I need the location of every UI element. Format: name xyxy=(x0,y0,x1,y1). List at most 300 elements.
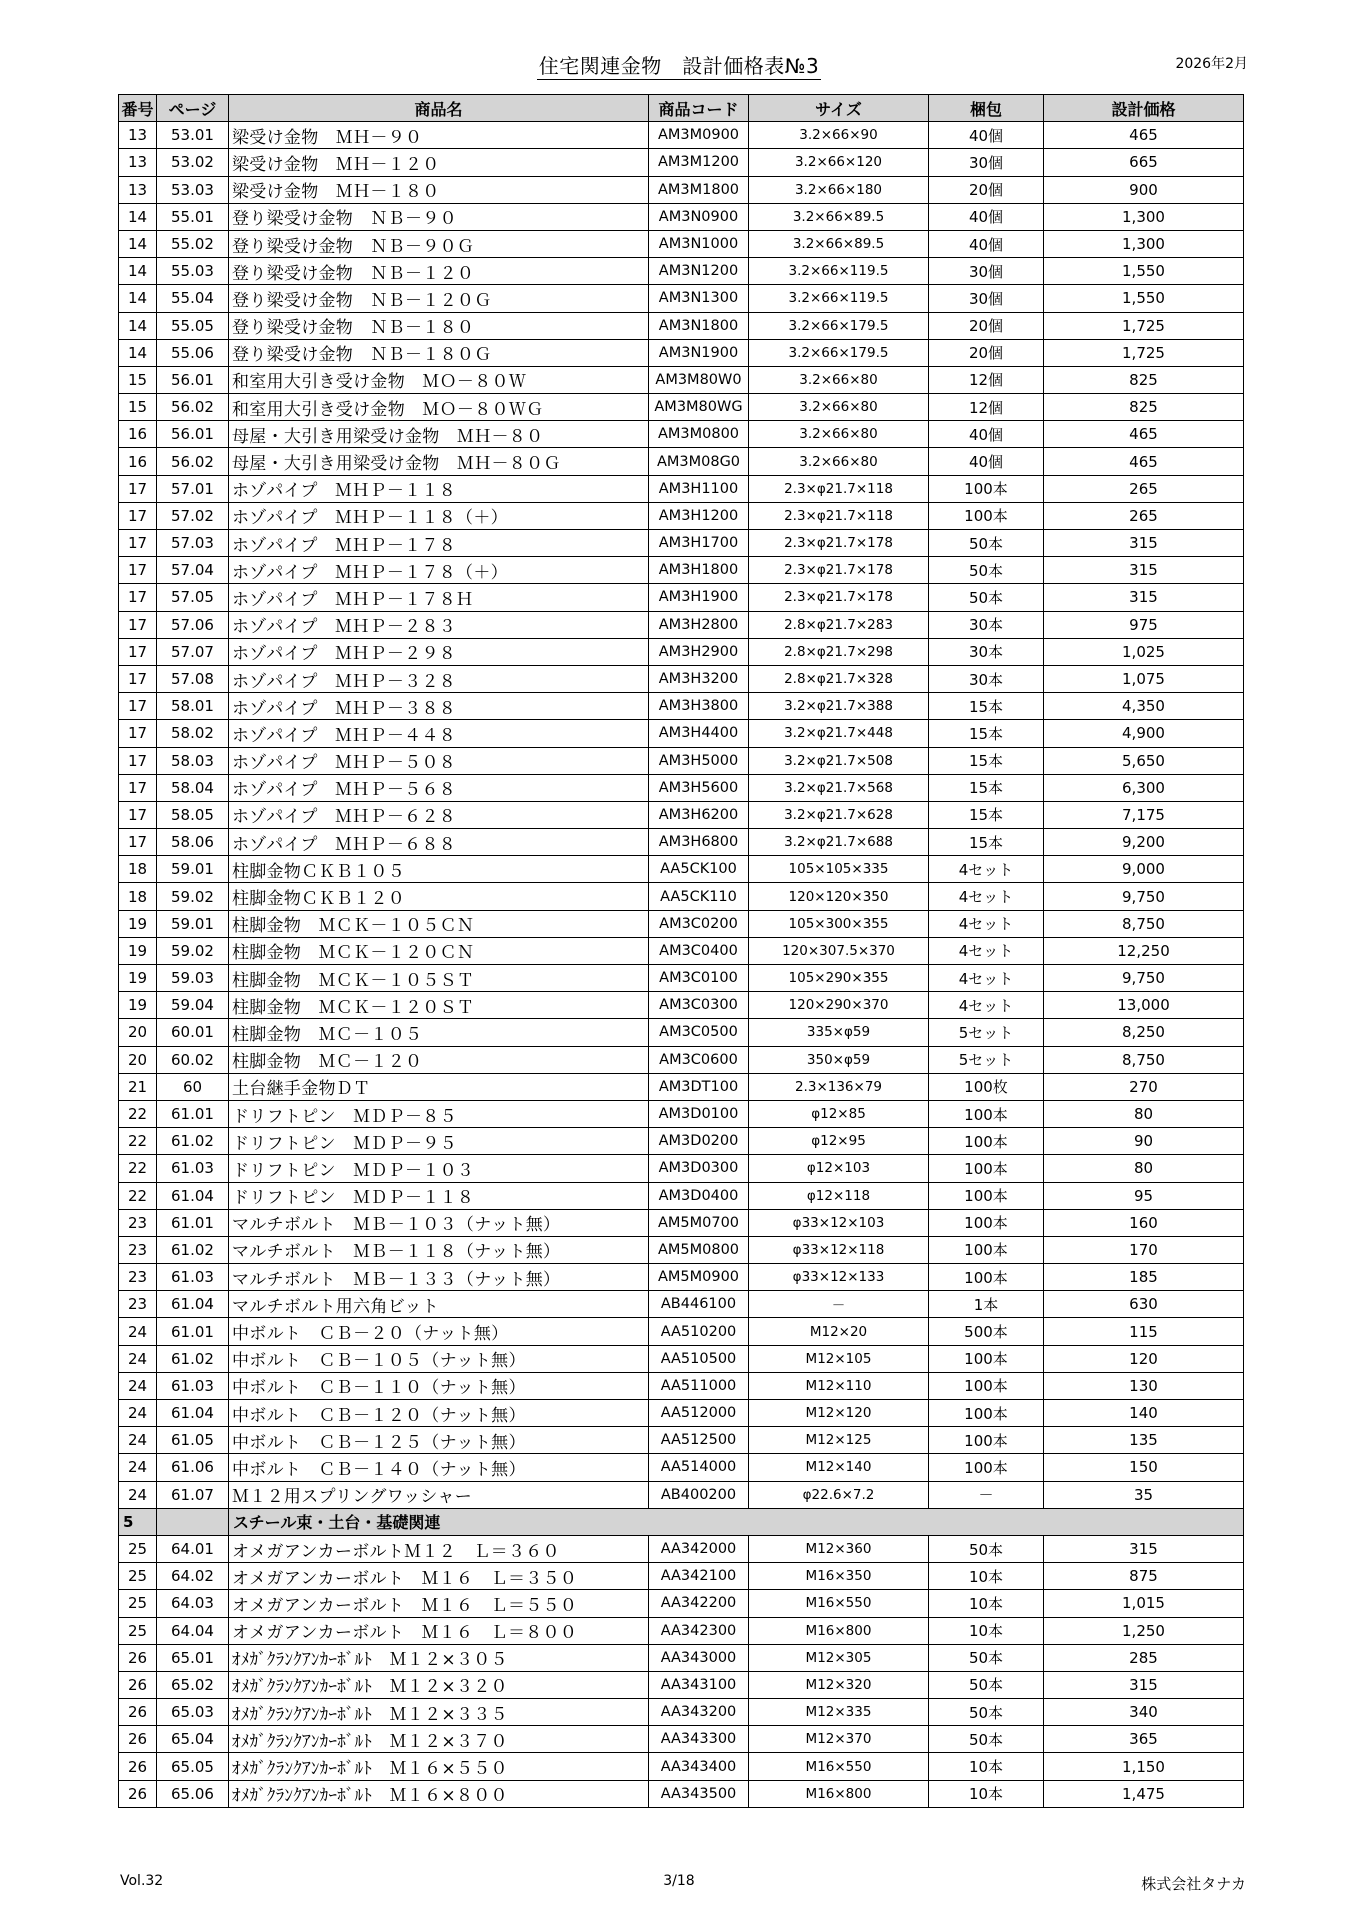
cell-page: 55.01 xyxy=(157,203,229,230)
cell-price: 1,015 xyxy=(1044,1590,1244,1617)
table-row xyxy=(119,1563,1244,1590)
cell-page: 61.01 xyxy=(157,1100,229,1127)
cell-size: 3.2×66×180 xyxy=(749,176,929,203)
cell-product-name: ホゾパイプ ＭＨＰ－１７８（＋） xyxy=(229,557,649,584)
cell-price: 12,250 xyxy=(1044,937,1244,964)
cell-product-name: ホゾパイプ ＭＨＰ－３２８ xyxy=(229,665,649,692)
column-header-packing: 梱包 xyxy=(929,95,1044,122)
table-row xyxy=(119,1291,1244,1318)
cell-page: 55.06 xyxy=(157,339,229,366)
cell-page: 53.03 xyxy=(157,176,229,203)
table-row xyxy=(119,801,1244,828)
cell-packing: 100本 xyxy=(929,1128,1044,1155)
cell-packing: 4セット xyxy=(929,937,1044,964)
cell-number: 23 xyxy=(119,1291,157,1318)
cell-price: 9,750 xyxy=(1044,965,1244,992)
cell-size: M16×350 xyxy=(749,1563,929,1590)
cell-number: 22 xyxy=(119,1100,157,1127)
cell-size: M16×550 xyxy=(749,1590,929,1617)
table-row xyxy=(119,258,1244,285)
cell-packing: 5セット xyxy=(929,1046,1044,1073)
cell-packing: 100本 xyxy=(929,1454,1044,1481)
cell-price: 900 xyxy=(1044,176,1244,203)
cell-price: 140 xyxy=(1044,1400,1244,1427)
cell-price: 315 xyxy=(1044,1535,1244,1562)
cell-product-code: AM3H3200 xyxy=(649,665,749,692)
cell-product-code: AM3H2900 xyxy=(649,638,749,665)
table-row xyxy=(119,1454,1244,1481)
cell-packing: 10本 xyxy=(929,1753,1044,1780)
cell-product-name: ホゾパイプ ＭＨＰ－６２８ xyxy=(229,801,649,828)
cell-number: 19 xyxy=(119,992,157,1019)
column-header-number: 番号 xyxy=(119,95,157,122)
cell-product-code: AM5M0900 xyxy=(649,1264,749,1291)
cell-product-name: 登り梁受け金物 ＮＢ－９０ xyxy=(229,203,649,230)
cell-product-name: 梁受け金物 ＭＨ－１２０ xyxy=(229,149,649,176)
cell-number: 17 xyxy=(119,801,157,828)
cell-page: 57.04 xyxy=(157,557,229,584)
cell-price: 465 xyxy=(1044,421,1244,448)
cell-size: 2.3×136×79 xyxy=(749,1073,929,1100)
cell-price: 1,550 xyxy=(1044,258,1244,285)
cell-product-name: ホゾパイプ ＭＨＰ－５６８ xyxy=(229,774,649,801)
cell-page: 56.02 xyxy=(157,394,229,421)
cell-product-name: ドリフトピン ＭＤＰ－１０３ xyxy=(229,1155,649,1182)
cell-page: 61.07 xyxy=(157,1481,229,1508)
cell-product-code: AA343300 xyxy=(649,1726,749,1753)
cell-price: 875 xyxy=(1044,1563,1244,1590)
price-table-body xyxy=(119,122,1244,1808)
cell-number: 17 xyxy=(119,584,157,611)
table-row xyxy=(119,530,1244,557)
cell-product-name: 柱脚金物 ＭＣＫ－１２０ＳＴ xyxy=(229,992,649,1019)
cell-price: 80 xyxy=(1044,1100,1244,1127)
cell-product-code: AM3N1300 xyxy=(649,285,749,312)
cell-packing: 4セット xyxy=(929,910,1044,937)
section-empty-cell xyxy=(157,1508,229,1535)
cell-size: 2.3×φ21.7×118 xyxy=(749,502,929,529)
cell-number: 17 xyxy=(119,774,157,801)
cell-price: 340 xyxy=(1044,1699,1244,1726)
cell-size: M12×120 xyxy=(749,1400,929,1427)
cell-size: 105×290×355 xyxy=(749,965,929,992)
cell-product-name: オメガアンカーボルト Ｍ１６ Ｌ＝５５０ xyxy=(229,1590,649,1617)
cell-product-code: AM3N1000 xyxy=(649,230,749,257)
cell-page: 56.01 xyxy=(157,421,229,448)
cell-product-name: ドリフトピン ＭＤＰ－１１８ xyxy=(229,1182,649,1209)
cell-page: 57.05 xyxy=(157,584,229,611)
cell-product-name: 柱脚金物 ＭＣ－１０５ xyxy=(229,1019,649,1046)
cell-page: 58.06 xyxy=(157,829,229,856)
table-row xyxy=(119,992,1244,1019)
cell-price: 365 xyxy=(1044,1726,1244,1753)
cell-packing: 15本 xyxy=(929,693,1044,720)
cell-page: 55.04 xyxy=(157,285,229,312)
cell-number: 22 xyxy=(119,1128,157,1155)
cell-page: 53.02 xyxy=(157,149,229,176)
cell-size: φ12×95 xyxy=(749,1128,929,1155)
cell-product-code: AM3N1800 xyxy=(649,312,749,339)
cell-product-code: AA510500 xyxy=(649,1345,749,1372)
cell-product-code: AM3N1900 xyxy=(649,339,749,366)
cell-price: 315 xyxy=(1044,557,1244,584)
cell-product-name: ホゾパイプ ＭＨＰ－２９８ xyxy=(229,638,649,665)
cell-product-name: 登り梁受け金物 ＮＢ－１８０ xyxy=(229,312,649,339)
cell-size: 3.2×66×80 xyxy=(749,421,929,448)
cell-page: 64.03 xyxy=(157,1590,229,1617)
cell-product-name: 母屋・大引き用梁受け金物 ＭＨ－８０ xyxy=(229,421,649,448)
cell-product-name: 登り梁受け金物 ＮＢ－１８０Ｇ xyxy=(229,339,649,366)
cell-price: 265 xyxy=(1044,502,1244,529)
cell-packing: 100本 xyxy=(929,1372,1044,1399)
cell-packing: 30本 xyxy=(929,638,1044,665)
cell-number: 16 xyxy=(119,448,157,475)
table-row xyxy=(119,122,1244,149)
cell-page: 61.01 xyxy=(157,1318,229,1345)
cell-number: 24 xyxy=(119,1454,157,1481)
table-row xyxy=(119,883,1244,910)
cell-number: 17 xyxy=(119,475,157,502)
cell-size: 3.2×φ21.7×388 xyxy=(749,693,929,720)
cell-size: 3.2×66×119.5 xyxy=(749,285,929,312)
cell-product-code: AM3H5000 xyxy=(649,747,749,774)
table-row xyxy=(119,557,1244,584)
cell-price: 465 xyxy=(1044,448,1244,475)
cell-number: 16 xyxy=(119,421,157,448)
cell-page: 59.01 xyxy=(157,856,229,883)
table-row xyxy=(119,1345,1244,1372)
cell-number: 25 xyxy=(119,1563,157,1590)
table-row xyxy=(119,1671,1244,1698)
cell-page: 58.04 xyxy=(157,774,229,801)
cell-size: 2.8×φ21.7×283 xyxy=(749,611,929,638)
cell-product-code: AA343000 xyxy=(649,1644,749,1671)
cell-packing: 1本 xyxy=(929,1291,1044,1318)
cell-product-name: ホゾパイプ ＭＨＰ－１７８ xyxy=(229,530,649,557)
cell-size: M12×320 xyxy=(749,1671,929,1698)
cell-page: 65.03 xyxy=(157,1699,229,1726)
cell-number: 17 xyxy=(119,557,157,584)
cell-packing: 100本 xyxy=(929,502,1044,529)
cell-price: 135 xyxy=(1044,1427,1244,1454)
cell-product-name: ホゾパイプ ＭＨＰ－６８８ xyxy=(229,829,649,856)
cell-price: 265 xyxy=(1044,475,1244,502)
cell-product-code: AM3H1200 xyxy=(649,502,749,529)
cell-number: 17 xyxy=(119,665,157,692)
cell-size: φ33×12×103 xyxy=(749,1209,929,1236)
cell-price: 7,175 xyxy=(1044,801,1244,828)
cell-packing: 100本 xyxy=(929,1345,1044,1372)
cell-page: 56.01 xyxy=(157,366,229,393)
table-row xyxy=(119,965,1244,992)
cell-number: 14 xyxy=(119,230,157,257)
cell-packing: 30個 xyxy=(929,285,1044,312)
document-title-text: 住宅関連金物 設計価格表№3 xyxy=(538,54,820,78)
cell-packing: 4セット xyxy=(929,965,1044,992)
cell-product-code: AM3H4400 xyxy=(649,720,749,747)
cell-price: 825 xyxy=(1044,366,1244,393)
section-header-row xyxy=(119,1508,1244,1535)
cell-price: 315 xyxy=(1044,584,1244,611)
cell-product-code: AM3M0900 xyxy=(649,122,749,149)
cell-size: φ12×103 xyxy=(749,1155,929,1182)
cell-packing: 100本 xyxy=(929,1100,1044,1127)
cell-product-name: 柱脚金物 ＭＣ－１２０ xyxy=(229,1046,649,1073)
cell-number: 14 xyxy=(119,312,157,339)
cell-size: 3.2×φ21.7×448 xyxy=(749,720,929,747)
footer-company-name: 株式会社タナカ xyxy=(1141,1875,1246,1893)
cell-size: 2.3×φ21.7×178 xyxy=(749,530,929,557)
table-row xyxy=(119,1427,1244,1454)
cell-size: 105×300×355 xyxy=(749,910,929,937)
table-row xyxy=(119,1073,1244,1100)
table-row xyxy=(119,1780,1244,1807)
cell-size: 3.2×66×80 xyxy=(749,394,929,421)
cell-product-name: 登り梁受け金物 ＮＢ－１２０ xyxy=(229,258,649,285)
cell-size: 3.2×66×90 xyxy=(749,122,929,149)
cell-product-name: ｵﾒｶﾞｸﾗﾝｸｱﾝｶｰﾎﾞﾙﾄ Ｍ１６×５５０ xyxy=(229,1753,649,1780)
cell-product-code: AM3C0500 xyxy=(649,1019,749,1046)
cell-packing: 100本 xyxy=(929,1264,1044,1291)
cell-number: 17 xyxy=(119,693,157,720)
table-row xyxy=(119,1726,1244,1753)
cell-product-code: AM3D0200 xyxy=(649,1128,749,1155)
cell-packing: 50本 xyxy=(929,1671,1044,1698)
cell-size: 3.2×66×89.5 xyxy=(749,230,929,257)
cell-product-name: 和室用大引き受け金物 ＭＯ－８０Ｗ xyxy=(229,366,649,393)
cell-page: 59.02 xyxy=(157,937,229,964)
cell-size: M12×110 xyxy=(749,1372,929,1399)
cell-size: 2.8×φ21.7×328 xyxy=(749,665,929,692)
cell-number: 24 xyxy=(119,1372,157,1399)
cell-price: 8,750 xyxy=(1044,910,1244,937)
column-header-product-code: 商品コード xyxy=(649,95,749,122)
cell-number: 13 xyxy=(119,122,157,149)
cell-product-name: ホゾパイプ ＭＨＰ－３８８ xyxy=(229,693,649,720)
cell-price: 80 xyxy=(1044,1155,1244,1182)
cell-page: 61.04 xyxy=(157,1400,229,1427)
cell-packing: 5セット xyxy=(929,1019,1044,1046)
cell-product-name: ホゾパイプ ＭＨＰ－１７８Ｈ xyxy=(229,584,649,611)
cell-product-code: AA512500 xyxy=(649,1427,749,1454)
cell-number: 19 xyxy=(119,910,157,937)
cell-packing: 40個 xyxy=(929,122,1044,149)
cell-size: 120×120×350 xyxy=(749,883,929,910)
cell-page: 64.04 xyxy=(157,1617,229,1644)
cell-page: 55.03 xyxy=(157,258,229,285)
cell-number: 21 xyxy=(119,1073,157,1100)
cell-product-name: 柱脚金物 ＭＣＫ－１０５ＣＮ xyxy=(229,910,649,937)
cell-number: 19 xyxy=(119,937,157,964)
column-header-price: 設計価格 xyxy=(1044,95,1244,122)
cell-page: 65.01 xyxy=(157,1644,229,1671)
cell-page: 61.02 xyxy=(157,1236,229,1263)
table-row xyxy=(119,475,1244,502)
cell-number: 15 xyxy=(119,394,157,421)
cell-page: 61.05 xyxy=(157,1427,229,1454)
cell-size: 3.2×66×80 xyxy=(749,366,929,393)
cell-product-code: AB400200 xyxy=(649,1481,749,1508)
cell-product-code: AM3H3800 xyxy=(649,693,749,720)
table-row xyxy=(119,638,1244,665)
cell-number: 26 xyxy=(119,1644,157,1671)
table-row xyxy=(119,176,1244,203)
table-row xyxy=(119,1481,1244,1508)
cell-product-code: AA342200 xyxy=(649,1590,749,1617)
cell-product-name: マルチボルト ＭＢ－１０３（ナット無） xyxy=(229,1209,649,1236)
cell-price: 1,725 xyxy=(1044,312,1244,339)
section-title: スチール束・土台・基礎関連 xyxy=(229,1508,1244,1535)
cell-product-code: AA514000 xyxy=(649,1454,749,1481)
cell-price: 1,300 xyxy=(1044,230,1244,257)
cell-size: φ33×12×118 xyxy=(749,1236,929,1263)
cell-page: 64.02 xyxy=(157,1563,229,1590)
cell-packing: － xyxy=(929,1481,1044,1508)
cell-packing: 50本 xyxy=(929,1535,1044,1562)
cell-packing: 100本 xyxy=(929,1182,1044,1209)
cell-product-code: AM3C0100 xyxy=(649,965,749,992)
cell-number: 25 xyxy=(119,1590,157,1617)
cell-size: 350×φ59 xyxy=(749,1046,929,1073)
cell-page: 55.05 xyxy=(157,312,229,339)
cell-packing: 100本 xyxy=(929,1155,1044,1182)
cell-price: 9,000 xyxy=(1044,856,1244,883)
cell-price: 1,025 xyxy=(1044,638,1244,665)
cell-price: 9,750 xyxy=(1044,883,1244,910)
table-row xyxy=(119,1372,1244,1399)
cell-page: 59.04 xyxy=(157,992,229,1019)
cell-number: 17 xyxy=(119,638,157,665)
cell-number: 17 xyxy=(119,611,157,638)
cell-number: 26 xyxy=(119,1699,157,1726)
cell-product-code: AM3DT100 xyxy=(649,1073,749,1100)
cell-page: 61.03 xyxy=(157,1372,229,1399)
cell-price: 315 xyxy=(1044,530,1244,557)
cell-size: 2.3×φ21.7×118 xyxy=(749,475,929,502)
cell-number: 23 xyxy=(119,1236,157,1263)
cell-packing: 40個 xyxy=(929,421,1044,448)
cell-product-code: AB446100 xyxy=(649,1291,749,1318)
cell-product-code: AA343200 xyxy=(649,1699,749,1726)
cell-packing: 4セット xyxy=(929,856,1044,883)
table-row xyxy=(119,1019,1244,1046)
cell-price: 120 xyxy=(1044,1345,1244,1372)
table-row xyxy=(119,584,1244,611)
cell-number: 13 xyxy=(119,149,157,176)
cell-price: 285 xyxy=(1044,1644,1244,1671)
cell-page: 55.02 xyxy=(157,230,229,257)
cell-product-code: AM3M80WG xyxy=(649,394,749,421)
cell-product-code: AA510200 xyxy=(649,1318,749,1345)
cell-size: M12×20 xyxy=(749,1318,929,1345)
cell-page: 61.06 xyxy=(157,1454,229,1481)
cell-number: 18 xyxy=(119,856,157,883)
cell-number: 26 xyxy=(119,1753,157,1780)
table-row xyxy=(119,1318,1244,1345)
cell-number: 24 xyxy=(119,1427,157,1454)
table-row xyxy=(119,1155,1244,1182)
cell-page: 57.02 xyxy=(157,502,229,529)
cell-product-name: 柱脚金物ＣＫＢ１２０ xyxy=(229,883,649,910)
cell-product-name: ホゾパイプ ＭＨＰ－４４８ xyxy=(229,720,649,747)
cell-size: 3.2×66×120 xyxy=(749,149,929,176)
cell-price: 270 xyxy=(1044,1073,1244,1100)
cell-product-code: AA343100 xyxy=(649,1671,749,1698)
table-row xyxy=(119,747,1244,774)
cell-page: 61.04 xyxy=(157,1182,229,1209)
cell-number: 24 xyxy=(119,1345,157,1372)
cell-number: 14 xyxy=(119,258,157,285)
cell-product-name: 中ボルト ＣＢ－１２０（ナット無） xyxy=(229,1400,649,1427)
cell-packing: 30本 xyxy=(929,665,1044,692)
cell-product-name: ｵﾒｶﾞｸﾗﾝｸｱﾝｶｰﾎﾞﾙﾄ Ｍ１２×３３５ xyxy=(229,1699,649,1726)
table-row xyxy=(119,448,1244,475)
cell-page: 59.03 xyxy=(157,965,229,992)
table-row xyxy=(119,1100,1244,1127)
cell-packing: 15本 xyxy=(929,774,1044,801)
cell-packing: 10本 xyxy=(929,1617,1044,1644)
cell-product-code: AM3D0300 xyxy=(649,1155,749,1182)
cell-price: 95 xyxy=(1044,1182,1244,1209)
cell-packing: 30個 xyxy=(929,258,1044,285)
cell-product-name: オメガアンカーボルト Ｍ１６ Ｌ＝３５０ xyxy=(229,1563,649,1590)
table-row xyxy=(119,1644,1244,1671)
cell-product-name: 柱脚金物 ＭＣＫ－１２０ＣＮ xyxy=(229,937,649,964)
table-row xyxy=(119,1699,1244,1726)
cell-price: 1,725 xyxy=(1044,339,1244,366)
cell-packing: 50本 xyxy=(929,530,1044,557)
cell-size: M12×125 xyxy=(749,1427,929,1454)
cell-number: 15 xyxy=(119,366,157,393)
cell-size: 3.2×φ21.7×568 xyxy=(749,774,929,801)
cell-page: 58.01 xyxy=(157,693,229,720)
cell-size: φ12×85 xyxy=(749,1100,929,1127)
table-row xyxy=(119,856,1244,883)
cell-size: 3.2×φ21.7×628 xyxy=(749,801,929,828)
cell-page: 61.04 xyxy=(157,1291,229,1318)
table-row xyxy=(119,502,1244,529)
cell-number: 13 xyxy=(119,176,157,203)
cell-number: 14 xyxy=(119,285,157,312)
column-header-product-name: 商品名 xyxy=(229,95,649,122)
cell-packing: 50本 xyxy=(929,1644,1044,1671)
cell-price: 1,250 xyxy=(1044,1617,1244,1644)
cell-product-name: ホゾパイプ ＭＨＰ－１１８ xyxy=(229,475,649,502)
cell-packing: 15本 xyxy=(929,747,1044,774)
cell-product-code: AM3H6200 xyxy=(649,801,749,828)
cell-product-name: ドリフトピン ＭＤＰ－８５ xyxy=(229,1100,649,1127)
table-row xyxy=(119,693,1244,720)
cell-product-code: AA343500 xyxy=(649,1780,749,1807)
cell-page: 58.02 xyxy=(157,720,229,747)
cell-packing: 500本 xyxy=(929,1318,1044,1345)
cell-packing: 20個 xyxy=(929,312,1044,339)
cell-product-name: ホゾパイプ ＭＨＰ－１１８（＋） xyxy=(229,502,649,529)
cell-product-code: AM3M1200 xyxy=(649,149,749,176)
cell-price: 35 xyxy=(1044,1481,1244,1508)
cell-product-name: 母屋・大引き用梁受け金物 ＭＨ－８０Ｇ xyxy=(229,448,649,475)
cell-page: 61.01 xyxy=(157,1209,229,1236)
cell-packing: 100本 xyxy=(929,1427,1044,1454)
cell-size: 3.2×φ21.7×508 xyxy=(749,747,929,774)
cell-price: 1,300 xyxy=(1044,203,1244,230)
cell-packing: 50本 xyxy=(929,557,1044,584)
table-row xyxy=(119,149,1244,176)
cell-packing: 10本 xyxy=(929,1780,1044,1807)
cell-number: 17 xyxy=(119,747,157,774)
cell-product-name: マルチボルト用六角ビット xyxy=(229,1291,649,1318)
cell-size: 3.2×66×119.5 xyxy=(749,258,929,285)
